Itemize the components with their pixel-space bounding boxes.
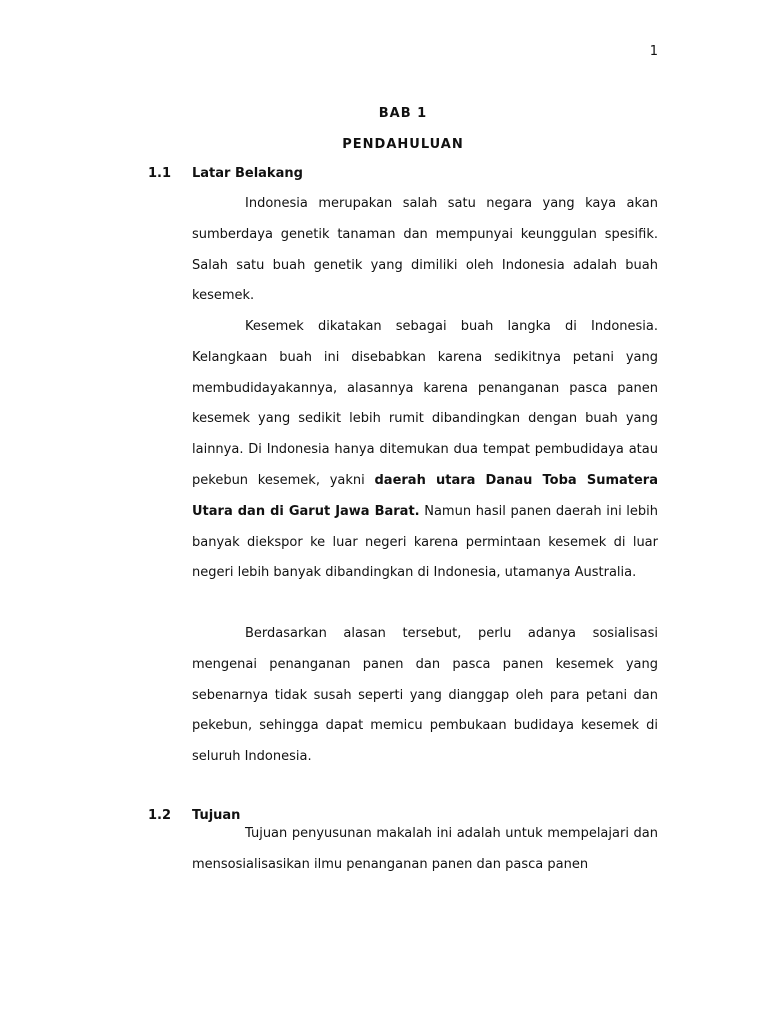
chapter-label: BAB 1 [378,106,428,121]
section-title: Tujuan [192,808,241,823]
emphasized-text: daerah utara Danau Toba Sumatera Utara dan di Garut Jawa Barat. [192,472,658,519]
paragraph-text: Namun hasil panen daerah ini lebih banyak diekspor ke luar negeri karena permintaan kesemek di luar negeri lebih banyak dibandingkan di Indonesia, utamanya Australia. [192,503,659,581]
section-title: Latar Belakang [192,166,303,181]
paragraph: Indonesia merupakan salah satu negara yang kaya akan sumberdaya genetik tanaman dan mempunyai keunggulan spesifik. Salah satu buah genetik yang dimiliki oleh Indonesia adalah buah kesemek. [192,196,658,304]
paragraph-text: Kesemek dikatakan sebagai buah langka di Indonesia. Kelangkaan buah ini disebabkan karena sedikitnya petani yang membudidayakannya, alasannya karena penanganan pasca panen kesemek yang sedikit lebih rumit dibandingkan dengan buah yang lainnya. Di Indonesia hanya ditemukan dua tempat pembudidaya atau pekebun kesemek, yakni [192,319,658,488]
section-heading [148,166,303,181]
section-number: 1.1 [148,166,172,181]
paragraph [192,312,658,589]
page-number: 1 [649,44,658,59]
paragraph: Tujuan penyusunan makalah ini adalah untuk mempelajari dan mensosialisasikan ilmu penanganan panen dan pasca panen [192,826,658,872]
section-number: 1.2 [148,808,172,823]
chapter-title: PENDAHULUAN [342,137,464,152]
paragraph: Berdasarkan alasan tersebut, perlu adanya sosialisasi mengenai penanganan panen dan pasca panen kesemek yang sebenarnya tidak susah seperti yang dianggap oleh para petani dan pekebun, sehingga dapat memicu pembukaan budidaya kesemek di seluruh Indonesia. [192,626,658,765]
